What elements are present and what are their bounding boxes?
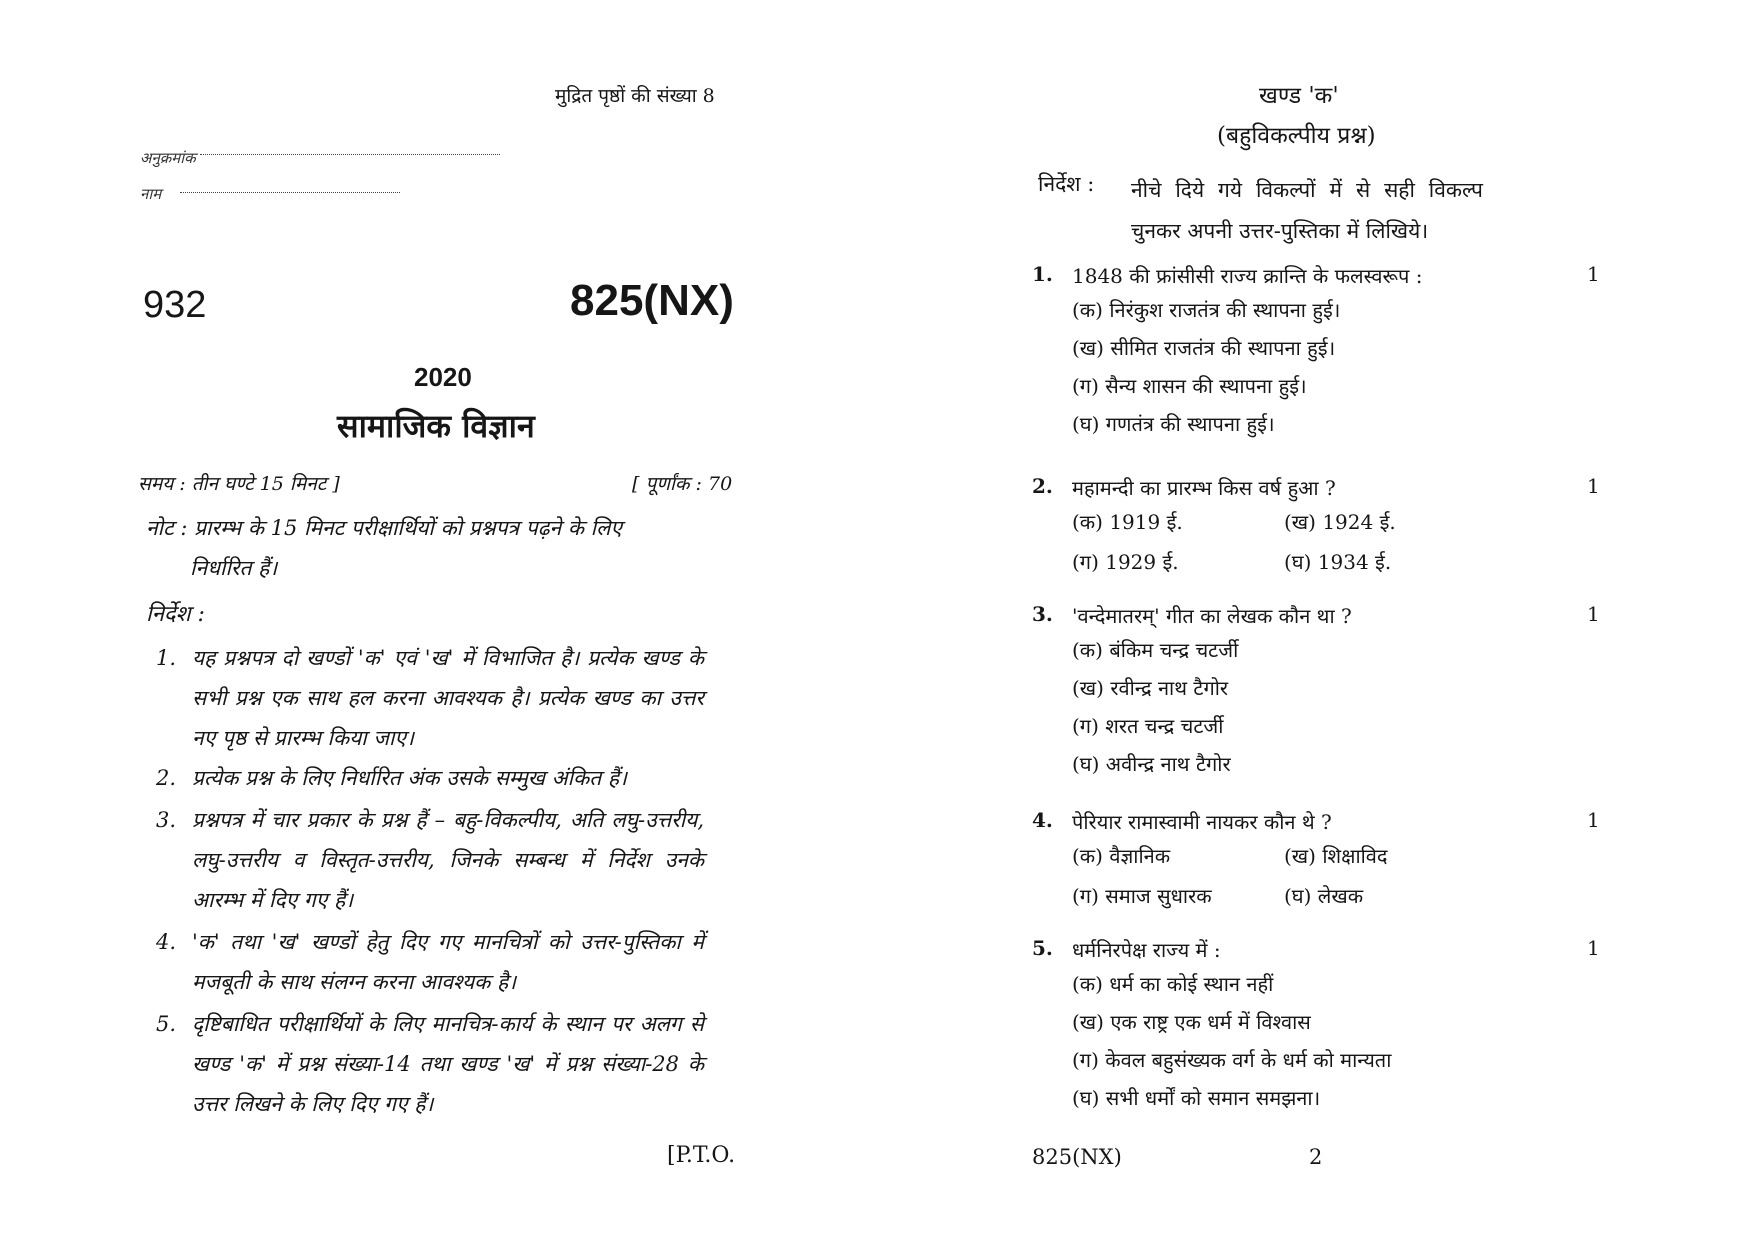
question-marks: 1 [1587, 936, 1600, 960]
section-subtitle: (बहुविकल्पीय प्रश्न) [1217, 123, 1376, 149]
question-number: 3. [1032, 602, 1053, 626]
name-label: नाम [140, 185, 162, 203]
paper-code: 825(NX) [570, 276, 734, 325]
options-list [1072, 636, 1592, 788]
options-list [1072, 970, 1592, 1122]
directions-heading: निर्देश : [146, 602, 205, 627]
instruction-item [156, 1004, 704, 1124]
option: (क) धर्म का कोई स्थान नहीं [1072, 972, 1274, 996]
right-page [877, 0, 1754, 1241]
question-number: 2. [1032, 474, 1053, 498]
option: (घ) सभी धर्मों को समान समझना। [1072, 1086, 1321, 1110]
directions-label: निर्देश : [1038, 172, 1095, 196]
question-text: 'वन्देमातरम्' गीत का लेखक कौन था ? [1072, 604, 1352, 628]
option: (ख) सीमित राजतंत्र की स्थापना हुई। [1072, 336, 1336, 360]
question-marks: 1 [1587, 262, 1600, 286]
option: (क) बंकिम चन्द्र चटर्जी [1072, 638, 1239, 662]
option: (ग) केवल बहुसंख्यक वर्ग के धर्म को मान्यता [1072, 1048, 1392, 1072]
roll-number-line [200, 152, 500, 155]
note-line-1: नोट : प्रारम्भ के 15 मिनट परीक्षार्थियों को प्रश्नपत्र पढ़ने के लिए [146, 516, 622, 540]
question-1 [1032, 262, 1600, 448]
option: (क) निरंकुश राजतंत्र की स्थापना हुई। [1072, 298, 1341, 322]
exam-year: 2020 [414, 362, 472, 392]
option: (ग) 1929 ई. [1072, 550, 1179, 574]
option: (घ) लेखक [1284, 884, 1364, 908]
instruction-number: 1. [156, 646, 177, 670]
instruction-number: 3. [156, 808, 177, 832]
instruction-number: 4. [156, 930, 177, 954]
options-list [1072, 842, 1592, 922]
question-text: धर्मनिरपेक्ष राज्य में : [1072, 938, 1221, 962]
instruction-text: यह प्रश्नपत्र दो खण्डों 'क' एवं 'ख' में विभाजित है। प्रत्येक खण्ड के सभी प्रश्न एक साथ हल करना आवश्यक है। प्रत्येक खण्ड का उत्तर नए पृष्ठ से प्रारम्भ किया जाए। [192, 646, 704, 750]
options-list [1072, 508, 1592, 588]
instruction-text: दृष्टिबाधित परीक्षार्थियों के लिए मानचित्र-कार्य के स्थान पर अलग से खण्ड 'क' में प्रश्न संख्या-14 तथा खण्ड 'ख' में प्रश्न संख्या-28 के उत्तर लिखने के लिए दिए गए हैं। [192, 1012, 704, 1116]
option: (ग) समाज सुधारक [1072, 884, 1212, 908]
roll-number-label: अनुक्रमांक [140, 149, 196, 167]
option: (ख) एक राष्ट्र एक धर्म में विश्वास [1072, 1010, 1311, 1034]
option: (क) वैज्ञानिक [1072, 844, 1171, 868]
question-number: 5. [1032, 936, 1053, 960]
question-4 [1032, 808, 1600, 922]
name-line [180, 190, 400, 193]
instruction-text: प्रत्येक प्रश्न के लिए निर्धारित अंक उसके सम्मुख अंकित हैं। [192, 766, 627, 790]
page-number: 2 [1309, 1145, 1323, 1169]
option: (घ) 1934 ई. [1284, 550, 1392, 574]
question-5 [1032, 936, 1600, 1122]
time-allowed: समय : तीन घण्टे 15 मिनट ] [138, 473, 340, 495]
maximum-marks: [ पूर्णांक : 70 [632, 473, 733, 495]
note-line-2: निर्धारित हैं। [190, 556, 278, 580]
instruction-number: 5. [156, 1012, 177, 1036]
option: (ग) शरत चन्द्र चटर्जी [1072, 714, 1224, 738]
question-number: 4. [1032, 808, 1053, 832]
option: (घ) अवीन्द्र नाथ टैगोर [1072, 752, 1231, 776]
question-3 [1032, 602, 1600, 788]
please-turn-over: [P.T.O. [667, 1143, 736, 1168]
option: (ख) शिक्षाविद [1284, 844, 1388, 868]
question-marks: 1 [1587, 474, 1600, 498]
instruction-item [156, 922, 704, 1002]
instruction-number: 2. [156, 766, 177, 790]
instruction-item [156, 758, 704, 798]
paper-code-number: 932 [143, 284, 207, 326]
question-2 [1032, 474, 1600, 588]
option: (ग) सैन्य शासन की स्थापना हुई। [1072, 374, 1307, 398]
options-list [1072, 296, 1592, 448]
section-title: खण्ड 'क' [1259, 83, 1339, 109]
note [146, 508, 706, 588]
option: (ख) रवीन्द्र नाथ टैगोर [1072, 676, 1229, 700]
question-text: पेरियार रामास्वामी नायकर कौन थे ? [1072, 810, 1332, 834]
instruction-text: 'क' तथा 'ख' खण्डों हेतु दिए गए मानचित्रों को उत्तर-पुस्तिका में मजबूती के साथ संलग्न करना आवश्यक है। [192, 930, 704, 994]
instruction-text: प्रश्नपत्र में चार प्रकार के प्रश्न हैं – बहु-विकल्पीय, अति लघु-उत्तरीय, लघु-उत्तरीय व विस्तृत-उत्तरीय, जिनके सम्बन्ध में निर्देश उनके आरम्भ में दिए गए हैं। [192, 808, 704, 912]
instruction-item [156, 800, 704, 920]
instruction-item [156, 638, 704, 758]
directions-text: नीचे दिये गये विकल्पों में से सही विकल्प चुनकर अपनी उत्तर-पुस्तिका में लिखिये। [1131, 178, 1483, 243]
question-marks: 1 [1587, 808, 1600, 832]
question-marks: 1 [1587, 602, 1600, 626]
subject-title: सामाजिक विज्ञान [337, 407, 535, 445]
question-number: 1. [1032, 262, 1053, 286]
question-text: महामन्दी का प्रारम्भ किस वर्ष हुआ ? [1072, 476, 1336, 500]
option: (ख) 1924 ई. [1284, 510, 1396, 534]
footer-paper-code: 825(NX) [1032, 1145, 1122, 1169]
option: (घ) गणतंत्र की स्थापना हुई। [1072, 412, 1275, 436]
option: (क) 1919 ई. [1072, 510, 1183, 534]
printed-pages-count: मुद्रित पृष्ठों की संख्या 8 [555, 85, 715, 107]
question-text: 1848 की फ्रांसीसी राज्य क्रान्ति के फलस्वरूप : [1072, 264, 1423, 288]
